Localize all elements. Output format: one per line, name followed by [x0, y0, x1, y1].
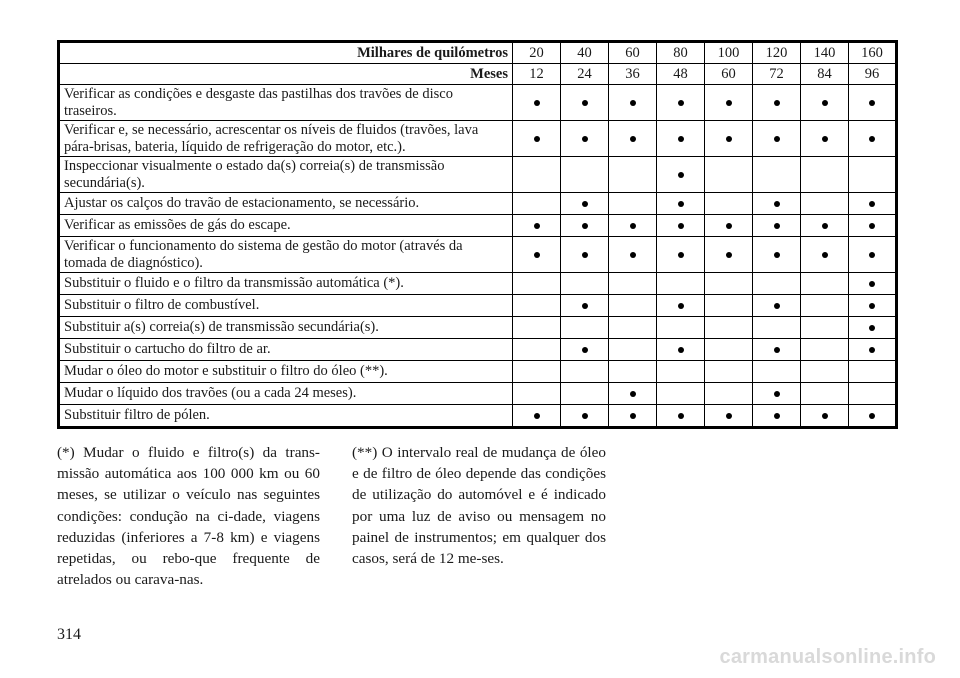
interval-cell	[705, 339, 753, 361]
interval-cell	[561, 85, 609, 121]
interval-cell	[657, 383, 705, 405]
bullet-icon	[678, 303, 684, 309]
maintenance-row	[59, 237, 897, 273]
interval-cell	[561, 295, 609, 317]
bullet-icon	[822, 413, 828, 419]
interval-cell	[753, 215, 801, 237]
bullet-icon	[678, 100, 684, 106]
interval-cell	[753, 85, 801, 121]
interval-cell	[849, 157, 897, 193]
bullet-icon	[726, 223, 732, 229]
interval-cell	[561, 193, 609, 215]
maintenance-row	[59, 339, 897, 361]
interval-cell	[801, 273, 849, 295]
interval-cell	[753, 383, 801, 405]
interval-cell	[801, 157, 849, 193]
maintenance-task: Mudar o óleo do motor e substituir o filtro do óleo (**).	[59, 361, 513, 383]
interval-cell	[609, 85, 657, 121]
interval-cell	[561, 237, 609, 273]
months-col-2: 24	[561, 64, 609, 85]
interval-cell	[753, 317, 801, 339]
interval-cell	[801, 193, 849, 215]
maintenance-row	[59, 157, 897, 193]
interval-cell	[609, 193, 657, 215]
interval-cell	[705, 317, 753, 339]
bullet-icon	[630, 252, 636, 258]
bullet-icon	[869, 347, 875, 353]
km-col-5: 100	[705, 42, 753, 64]
bullet-icon	[774, 100, 780, 106]
bullet-icon	[774, 303, 780, 309]
months-col-6: 72	[753, 64, 801, 85]
interval-cell	[801, 361, 849, 383]
interval-cell	[609, 317, 657, 339]
interval-cell	[705, 405, 753, 428]
km-header-label: Milhares de quilómetros	[59, 42, 513, 64]
interval-cell	[657, 339, 705, 361]
bullet-icon	[822, 100, 828, 106]
maintenance-task: Substituir a(s) correia(s) de transmissão secundária(s).	[59, 317, 513, 339]
interval-cell	[609, 339, 657, 361]
interval-cell	[801, 295, 849, 317]
interval-cell	[849, 339, 897, 361]
bullet-icon	[582, 303, 588, 309]
bullet-icon	[726, 100, 732, 106]
interval-cell	[513, 317, 561, 339]
interval-cell	[801, 121, 849, 157]
bullet-icon	[869, 413, 875, 419]
interval-cell	[657, 85, 705, 121]
months-header-label: Meses	[59, 64, 513, 85]
interval-cell	[753, 157, 801, 193]
interval-cell	[849, 383, 897, 405]
bullet-icon	[678, 252, 684, 258]
interval-cell	[753, 121, 801, 157]
interval-cell	[801, 85, 849, 121]
maintenance-task: Mudar o líquido dos travões (ou a cada 24 meses).	[59, 383, 513, 405]
interval-cell	[657, 405, 705, 428]
interval-cell	[705, 85, 753, 121]
interval-cell	[561, 361, 609, 383]
watermark: carmanualsonline.info	[719, 646, 936, 668]
maintenance-task: Verificar e, se necessário, acrescentar os níveis de fluidos (travões, lava pára-brisas, bateria, líquido de refrigeração do motor, etc.).	[59, 121, 513, 157]
months-col-5: 60	[705, 64, 753, 85]
km-col-1: 20	[513, 42, 561, 64]
bullet-icon	[582, 136, 588, 142]
bullet-icon	[630, 223, 636, 229]
header-row-km	[59, 42, 897, 64]
interval-cell	[609, 405, 657, 428]
interval-cell	[705, 237, 753, 273]
months-col-3: 36	[609, 64, 657, 85]
km-col-4: 80	[657, 42, 705, 64]
bullet-icon	[774, 223, 780, 229]
interval-cell	[657, 273, 705, 295]
bullet-icon	[822, 223, 828, 229]
interval-cell	[609, 121, 657, 157]
bullet-icon	[534, 136, 540, 142]
interval-cell	[705, 193, 753, 215]
bullet-icon	[869, 223, 875, 229]
maintenance-task: Substituir o fluido e o filtro da transmissão automática (*).	[59, 273, 513, 295]
maintenance-task: Substituir o filtro de combustível.	[59, 295, 513, 317]
km-col-7: 140	[801, 42, 849, 64]
bullet-icon	[534, 252, 540, 258]
interval-cell	[561, 339, 609, 361]
interval-cell	[657, 317, 705, 339]
bullet-icon	[582, 413, 588, 419]
bullet-icon	[630, 100, 636, 106]
maintenance-task: Verificar as condições e desgaste das pastilhas dos travões de disco traseiros.	[59, 85, 513, 121]
bullet-icon	[582, 252, 588, 258]
interval-cell	[849, 273, 897, 295]
bullet-icon	[726, 136, 732, 142]
maintenance-row	[59, 383, 897, 405]
km-col-2: 40	[561, 42, 609, 64]
interval-cell	[513, 237, 561, 273]
interval-cell	[753, 339, 801, 361]
bullet-icon	[869, 136, 875, 142]
interval-cell	[657, 215, 705, 237]
maintenance-row	[59, 273, 897, 295]
interval-cell	[849, 295, 897, 317]
bullet-icon	[678, 223, 684, 229]
maintenance-row	[59, 405, 897, 428]
header-row-months	[59, 64, 897, 85]
bullet-icon	[869, 252, 875, 258]
interval-cell	[513, 361, 561, 383]
interval-cell	[513, 339, 561, 361]
maintenance-row	[59, 121, 897, 157]
interval-cell	[609, 215, 657, 237]
bullet-icon	[774, 347, 780, 353]
maintenance-row	[59, 193, 897, 215]
interval-cell	[609, 295, 657, 317]
bullet-icon	[678, 347, 684, 353]
footnote-oil-change-interval: (**) O intervalo real de mudança de óleo e de filtro de óleo depende das condições de utilização do automóvel e é indicado por uma luz de aviso ou mensagem no painel de instrumentos; em qualquer dos casos, será de 12 me-ses.	[352, 444, 606, 568]
interval-cell	[753, 237, 801, 273]
interval-cell	[609, 273, 657, 295]
interval-cell	[657, 295, 705, 317]
maintenance-task: Inspeccionar visualmente o estado da(s) correia(s) de transmissão secundária(s).	[59, 157, 513, 193]
interval-cell	[705, 383, 753, 405]
interval-cell	[513, 273, 561, 295]
maintenance-task: Verificar o funcionamento do sistema de gestão do motor (através da tomada de diagnóstico).	[59, 237, 513, 273]
interval-cell	[849, 237, 897, 273]
schedule-body	[59, 42, 897, 428]
km-col-8: 160	[849, 42, 897, 64]
interval-cell	[609, 157, 657, 193]
interval-cell	[801, 339, 849, 361]
interval-cell	[513, 383, 561, 405]
interval-cell	[705, 273, 753, 295]
maintenance-schedule-table	[57, 40, 898, 429]
bullet-icon	[774, 413, 780, 419]
maintenance-row	[59, 295, 897, 317]
bullet-icon	[582, 347, 588, 353]
months-col-1: 12	[513, 64, 561, 85]
bullet-icon	[582, 223, 588, 229]
bullet-icon	[678, 413, 684, 419]
interval-cell	[609, 383, 657, 405]
bullet-icon	[678, 136, 684, 142]
maintenance-row	[59, 215, 897, 237]
bullet-icon	[822, 252, 828, 258]
maintenance-task: Substituir o cartucho do filtro de ar.	[59, 339, 513, 361]
bullet-icon	[774, 136, 780, 142]
interval-cell	[753, 273, 801, 295]
interval-cell	[849, 361, 897, 383]
page-number: 314	[57, 626, 81, 643]
maintenance-task: Verificar as emissões de gás do escape.	[59, 215, 513, 237]
bullet-icon	[534, 413, 540, 419]
interval-cell	[801, 317, 849, 339]
interval-cell	[657, 121, 705, 157]
interval-cell	[849, 85, 897, 121]
interval-cell	[753, 361, 801, 383]
interval-cell	[513, 121, 561, 157]
interval-cell	[609, 237, 657, 273]
bullet-icon	[678, 201, 684, 207]
interval-cell	[513, 157, 561, 193]
interval-cell	[849, 405, 897, 428]
interval-cell	[801, 383, 849, 405]
bullet-icon	[726, 413, 732, 419]
bullet-icon	[678, 172, 684, 178]
interval-cell	[513, 295, 561, 317]
maintenance-row	[59, 317, 897, 339]
interval-cell	[849, 215, 897, 237]
interval-cell	[561, 317, 609, 339]
interval-cell	[513, 193, 561, 215]
bullet-icon	[534, 223, 540, 229]
bullet-icon	[582, 100, 588, 106]
months-col-7: 84	[801, 64, 849, 85]
interval-cell	[801, 237, 849, 273]
km-col-6: 120	[753, 42, 801, 64]
interval-cell	[705, 361, 753, 383]
interval-cell	[849, 193, 897, 215]
interval-cell	[801, 405, 849, 428]
bullet-icon	[630, 136, 636, 142]
bullet-icon	[869, 100, 875, 106]
bullet-icon	[774, 391, 780, 397]
interval-cell	[609, 361, 657, 383]
interval-cell	[849, 121, 897, 157]
interval-cell	[849, 317, 897, 339]
months-col-4: 48	[657, 64, 705, 85]
bullet-icon	[869, 201, 875, 207]
interval-cell	[657, 193, 705, 215]
footnote-automatic-transmission: (*) Mudar o fluido e filtro(s) da trans-missão automática aos 100 000 km ou 60 meses, se utilizar o veículo nas seguintes condições: condução na ci-dade, viagens reduzidas (inferiores a 7-8 km) e viagens repetidas, ou rebo-que frequente de atrelados ou carava-nas.	[57, 444, 320, 589]
interval-cell	[561, 273, 609, 295]
bullet-icon	[630, 391, 636, 397]
interval-cell	[513, 85, 561, 121]
interval-cell	[753, 405, 801, 428]
interval-cell	[753, 295, 801, 317]
bullet-icon	[869, 281, 875, 287]
bullet-icon	[869, 303, 875, 309]
maintenance-task: Ajustar os calços do travão de estacionamento, se necessário.	[59, 193, 513, 215]
bullet-icon	[726, 252, 732, 258]
km-col-3: 60	[609, 42, 657, 64]
interval-cell	[561, 121, 609, 157]
maintenance-task: Substituir filtro de pólen.	[59, 405, 513, 428]
bullet-icon	[534, 100, 540, 106]
interval-cell	[657, 157, 705, 193]
months-col-8: 96	[849, 64, 897, 85]
interval-cell	[561, 157, 609, 193]
interval-cell	[657, 361, 705, 383]
bullet-icon	[869, 325, 875, 331]
bullet-icon	[774, 252, 780, 258]
bullet-icon	[822, 136, 828, 142]
bullet-icon	[582, 201, 588, 207]
interval-cell	[561, 405, 609, 428]
bullet-icon	[774, 201, 780, 207]
interval-cell	[705, 295, 753, 317]
interval-cell	[561, 215, 609, 237]
interval-cell	[705, 157, 753, 193]
interval-cell	[513, 215, 561, 237]
interval-cell	[657, 237, 705, 273]
interval-cell	[705, 215, 753, 237]
interval-cell	[801, 215, 849, 237]
interval-cell	[705, 121, 753, 157]
maintenance-row	[59, 85, 897, 121]
interval-cell	[561, 383, 609, 405]
bullet-icon	[630, 413, 636, 419]
maintenance-row	[59, 361, 897, 383]
interval-cell	[753, 193, 801, 215]
interval-cell	[513, 405, 561, 428]
